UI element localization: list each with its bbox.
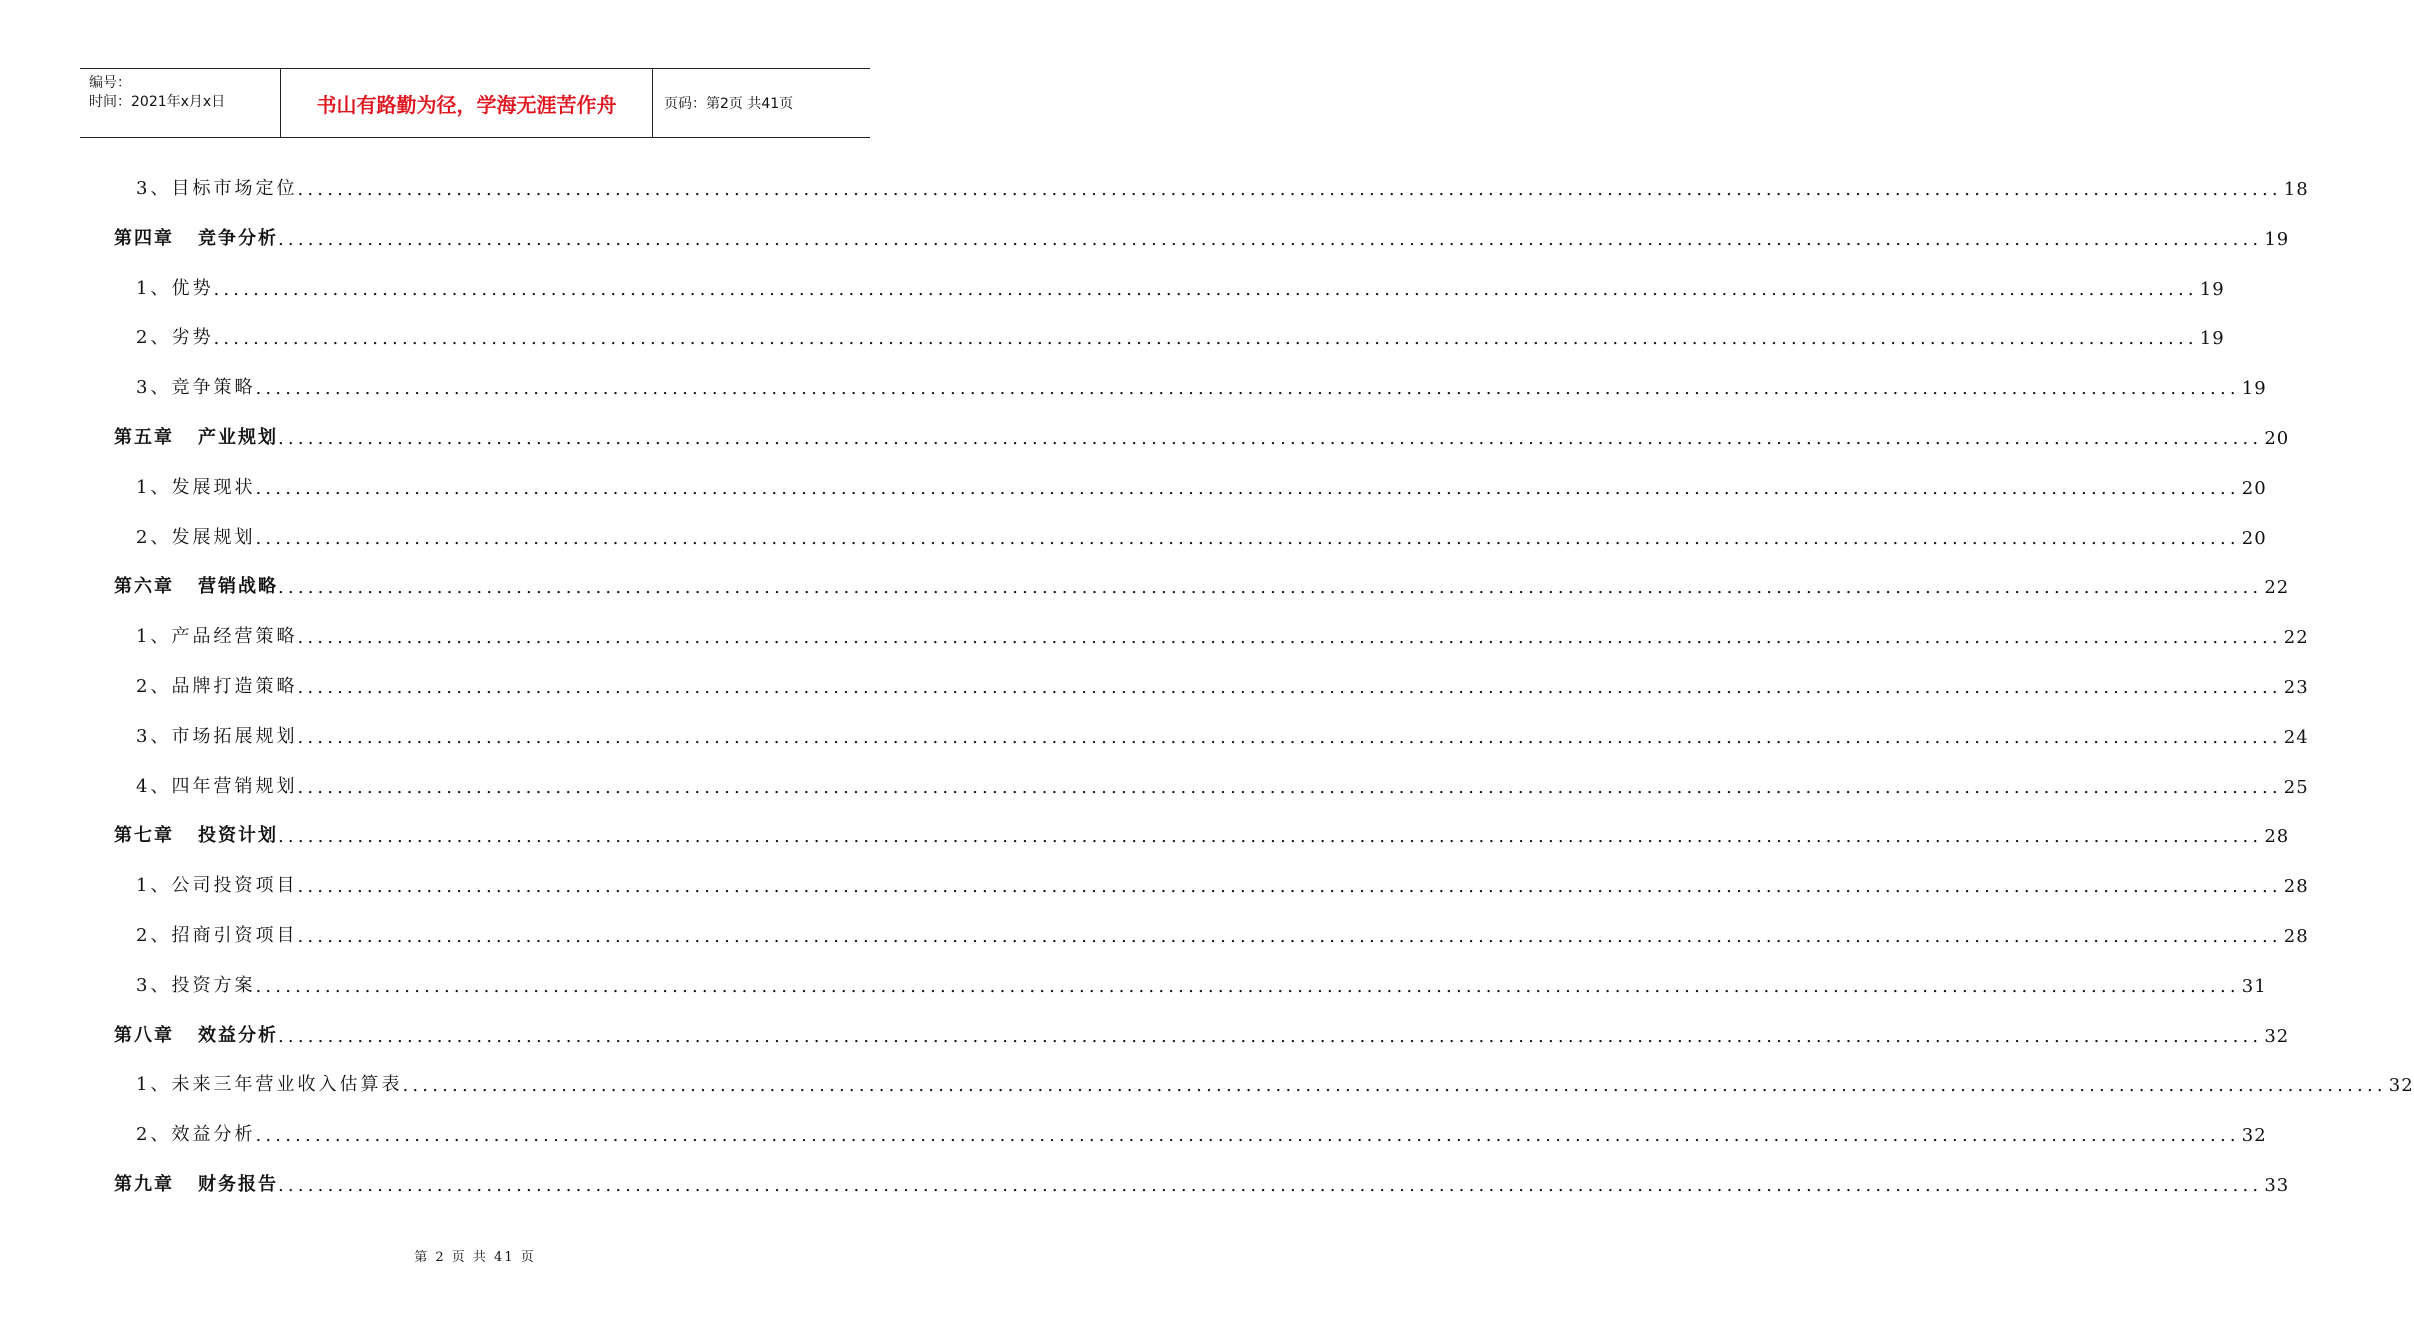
- toc-leader-dots: ........................................................................................................................................................................................................: [402, 1075, 2387, 1097]
- toc-entry-label: 1、公司投资项目: [136, 875, 298, 897]
- toc-page-number: 31: [2241, 975, 2267, 997]
- toc-item-row[interactable]: [136, 1066, 2414, 1097]
- toc-leader-dots: ........................................................................................................................................................................................................: [255, 975, 2240, 997]
- toc-chapter-row[interactable]: [114, 220, 2290, 250]
- toc-page-number: 19: [2199, 328, 2225, 350]
- toc-page-number: 28: [2264, 826, 2290, 848]
- header-page-info: 页码：第2页 共41页: [664, 96, 794, 112]
- toc-page-number: 23: [2283, 677, 2309, 698]
- toc-item-row[interactable]: [136, 170, 2309, 200]
- chapter-number: 第八章: [114, 1024, 174, 1046]
- toc-leader-dots: ........................................................................................................................................................................................................: [297, 776, 2282, 798]
- toc-entry-label: 4、四年营销规划: [136, 775, 298, 797]
- toc-entry-label: 2、品牌打造策略: [136, 676, 298, 697]
- toc-item-row[interactable]: [136, 967, 2267, 997]
- toc-leader-dots: ........................................................................................................................................................................................................: [278, 577, 2263, 599]
- toc-leader-dots: ........................................................................................................................................................................................................: [278, 826, 2263, 848]
- toc-entry-label: 3、竞争策略: [136, 377, 256, 399]
- toc-entry-label: 1、优势: [136, 277, 214, 299]
- toc-leader-dots: ........................................................................................................................................................................................................: [213, 328, 2198, 350]
- toc-page-number: 20: [2241, 477, 2267, 499]
- chapter-title: 产业规划: [198, 427, 278, 448]
- toc-entry-label: [114, 821, 278, 847]
- toc-leader-dots: ........................................................................................................................................................................................................: [278, 428, 2263, 449]
- toc-chapter-row[interactable]: [114, 1166, 2290, 1196]
- toc-page-number: 24: [2283, 726, 2309, 748]
- toc-page-number: 18: [2283, 179, 2309, 200]
- toc-page-number: 20: [2241, 527, 2267, 549]
- toc-item-row[interactable]: [136, 270, 2225, 300]
- toc-item-row[interactable]: [136, 519, 2267, 549]
- chapter-number: 第九章: [114, 1174, 174, 1195]
- chapter-title: 投资计划: [198, 825, 278, 847]
- toc-item-row[interactable]: [136, 917, 2309, 947]
- chapter-title: 竞争分析: [198, 227, 278, 249]
- toc-entry-label: [114, 423, 278, 449]
- toc-entry-label: [114, 224, 278, 250]
- chapter-title: 营销战略: [198, 576, 278, 598]
- toc-page-number: 20: [2264, 428, 2290, 449]
- toc-item-row[interactable]: [136, 768, 2309, 798]
- toc-entry-label: 3、市场拓展规划: [136, 725, 298, 747]
- toc-page-number: 19: [2264, 228, 2290, 250]
- toc-item-row[interactable]: [136, 1116, 2267, 1147]
- toc-entry-label: 3、目标市场定位: [136, 178, 298, 199]
- toc-page-number: 28: [2283, 876, 2309, 898]
- doc-time-label: 时间：2021年x月x日: [89, 94, 226, 110]
- toc-entry-label: 2、招商引资项目: [136, 925, 298, 946]
- chapter-number: 第七章: [114, 825, 174, 847]
- header-meta-cell: [80, 69, 281, 137]
- toc-item-row[interactable]: [136, 867, 2309, 898]
- toc-leader-dots: ........................................................................................................................................................................................................: [278, 1025, 2263, 1047]
- toc-page-number: 22: [2264, 577, 2290, 599]
- toc-entry-label: 3、投资方案: [136, 974, 256, 996]
- toc-item-row[interactable]: [136, 618, 2309, 649]
- toc-chapter-row[interactable]: [114, 419, 2290, 449]
- toc-item-row[interactable]: [136, 319, 2225, 350]
- toc-entry-label: 2、劣势: [136, 327, 214, 349]
- toc-chapter-row[interactable]: [114, 1017, 2290, 1047]
- toc-leader-dots: ........................................................................................................................................................................................................: [297, 876, 2282, 898]
- chapter-title: 财务报告: [198, 1174, 278, 1195]
- chapter-number: 第五章: [114, 427, 174, 448]
- toc-leader-dots: ........................................................................................................................................................................................................: [213, 278, 2198, 300]
- page-footer: 第 2 页 共 41 页: [414, 1250, 536, 1265]
- chapter-title: 效益分析: [198, 1024, 278, 1046]
- toc-leader-dots: ........................................................................................................................................................................................................: [297, 179, 2282, 200]
- toc-leader-dots: ........................................................................................................................................................................................................: [278, 1175, 2263, 1196]
- toc-entry-label: [114, 1021, 278, 1047]
- toc-leader-dots: ........................................................................................................................................................................................................: [297, 677, 2282, 698]
- toc-item-row[interactable]: [136, 469, 2267, 499]
- toc-page-number: 33: [2264, 1175, 2290, 1196]
- toc-item-row[interactable]: [136, 668, 2309, 698]
- toc-entry-label: 1、发展现状: [136, 476, 256, 498]
- toc-leader-dots: ........................................................................................................................................................................................................: [255, 378, 2240, 400]
- toc-page-number: 32: [2241, 1125, 2267, 1147]
- toc-leader-dots: ........................................................................................................................................................................................................: [297, 726, 2282, 748]
- doc-number-label: 编号：: [89, 75, 131, 91]
- page-header: [80, 68, 870, 138]
- toc-item-row[interactable]: [136, 718, 2309, 748]
- toc-entry-label: 1、产品经营策略: [136, 626, 298, 648]
- toc-item-row[interactable]: [136, 369, 2267, 400]
- toc-leader-dots: ........................................................................................................................................................................................................: [255, 527, 2240, 549]
- header-motto: 书山有路勤为径，学海无涯苦作舟: [281, 69, 653, 137]
- toc-page-number: 28: [2283, 926, 2309, 947]
- toc-entry-label: [114, 1170, 278, 1196]
- toc-page-number: 22: [2283, 627, 2309, 649]
- chapter-number: 第四章: [114, 227, 174, 249]
- toc-chapter-row[interactable]: [114, 568, 2290, 599]
- toc-leader-dots: ........................................................................................................................................................................................................: [278, 228, 2263, 250]
- toc-entry-label: 2、效益分析: [136, 1124, 256, 1146]
- toc-entry-label: 2、发展规划: [136, 526, 256, 548]
- toc-leader-dots: ........................................................................................................................................................................................................: [297, 926, 2282, 947]
- toc-leader-dots: ........................................................................................................................................................................................................: [255, 1125, 2240, 1147]
- toc-leader-dots: ........................................................................................................................................................................................................: [255, 477, 2240, 499]
- toc-leader-dots: ........................................................................................................................................................................................................: [297, 627, 2282, 649]
- toc-page-number: 32: [2264, 1025, 2290, 1047]
- toc-entry-label: 1、未来三年营业收入估算表: [136, 1074, 403, 1096]
- toc-chapter-row[interactable]: [114, 817, 2290, 848]
- toc-page-number: 25: [2283, 776, 2309, 798]
- toc-page-number: 19: [2199, 278, 2225, 300]
- chapter-number: 第六章: [114, 576, 174, 598]
- toc-page-number: 32: [2388, 1075, 2414, 1097]
- toc-entry-label: [114, 572, 278, 598]
- toc-page-number: 19: [2241, 378, 2267, 400]
